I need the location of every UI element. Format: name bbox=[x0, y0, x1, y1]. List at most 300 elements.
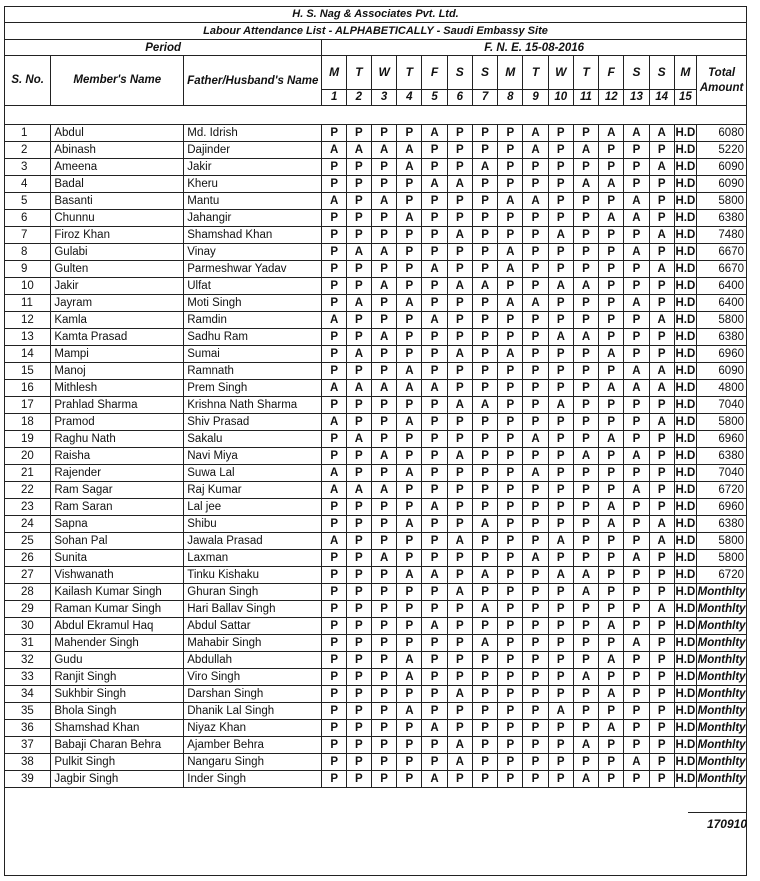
day-letter-7: S bbox=[472, 56, 498, 90]
attendance-mark: P bbox=[649, 142, 674, 159]
attendance-mark: P bbox=[624, 329, 650, 346]
attendance-mark: P bbox=[523, 686, 549, 703]
attendance-mark: P bbox=[447, 499, 472, 516]
father-name: Jakir bbox=[184, 159, 322, 176]
attendance-mark: A bbox=[397, 516, 422, 533]
amount-cell: 6720 bbox=[697, 567, 747, 584]
attendance-mark: P bbox=[624, 499, 650, 516]
attendance-mark: A bbox=[397, 295, 422, 312]
attendance-mark: P bbox=[447, 312, 472, 329]
attendance-mark: P bbox=[649, 686, 674, 703]
attendance-mark: A bbox=[548, 567, 573, 584]
member-name: Babaji Charan Behra bbox=[51, 737, 184, 754]
attendance-mark: A bbox=[347, 244, 372, 261]
attendance-mark: P bbox=[371, 210, 397, 227]
attendance-mark: P bbox=[397, 720, 422, 737]
day15-mark: H.D bbox=[674, 278, 697, 295]
attendance-mark: P bbox=[347, 499, 372, 516]
attendance-mark: A bbox=[573, 176, 599, 193]
row-sno: 1 bbox=[5, 125, 51, 142]
attendance-mark: P bbox=[422, 397, 448, 414]
attendance-mark: P bbox=[599, 737, 624, 754]
attendance-mark: A bbox=[624, 635, 650, 652]
member-name: Pramod bbox=[51, 414, 184, 431]
attendance-mark: P bbox=[624, 312, 650, 329]
attendance-mark: P bbox=[397, 618, 422, 635]
attendance-mark: A bbox=[599, 652, 624, 669]
attendance-mark: P bbox=[371, 261, 397, 278]
attendance-mark: P bbox=[573, 601, 599, 618]
day-letter-1: M bbox=[322, 56, 347, 90]
attendance-mark: P bbox=[523, 618, 549, 635]
father-name: Shiv Prasad bbox=[184, 414, 322, 431]
day15-mark: H.D bbox=[674, 159, 697, 176]
attendance-mark: P bbox=[599, 550, 624, 567]
attendance-mark: P bbox=[422, 278, 448, 295]
attendance-mark: P bbox=[498, 227, 523, 244]
attendance-mark: P bbox=[422, 669, 448, 686]
attendance-mark: P bbox=[322, 550, 347, 567]
attendance-mark: A bbox=[624, 550, 650, 567]
attendance-mark: P bbox=[447, 567, 472, 584]
attendance-mark: P bbox=[347, 278, 372, 295]
attendance-mark: P bbox=[498, 567, 523, 584]
attendance-mark: P bbox=[322, 601, 347, 618]
attendance-mark: P bbox=[472, 499, 498, 516]
table-row bbox=[5, 499, 747, 516]
day15-mark: H.D bbox=[674, 618, 697, 635]
member-name: Badal bbox=[51, 176, 184, 193]
table-row bbox=[5, 278, 747, 295]
member-name: Ranjit Singh bbox=[51, 669, 184, 686]
attendance-mark: P bbox=[599, 669, 624, 686]
amount-cell: 6960 bbox=[697, 431, 747, 448]
attendance-mark: P bbox=[573, 550, 599, 567]
attendance-mark: A bbox=[422, 176, 448, 193]
attendance-mark: A bbox=[649, 533, 674, 550]
attendance-mark: P bbox=[472, 380, 498, 397]
attendance-mark: P bbox=[573, 482, 599, 499]
row-sno: 27 bbox=[5, 567, 51, 584]
attendance-mark: P bbox=[397, 448, 422, 465]
attendance-mark: P bbox=[498, 125, 523, 142]
attendance-mark: P bbox=[397, 754, 422, 771]
attendance-mark: P bbox=[498, 465, 523, 482]
attendance-mark: P bbox=[498, 550, 523, 567]
father-name: Dajinder bbox=[184, 142, 322, 159]
attendance-mark: A bbox=[548, 703, 573, 720]
attendance-mark: P bbox=[548, 465, 573, 482]
attendance-mark: A bbox=[599, 210, 624, 227]
attendance-mark: A bbox=[447, 346, 472, 363]
attendance-mark: P bbox=[548, 193, 573, 210]
member-name: Raisha bbox=[51, 448, 184, 465]
attendance-mark: P bbox=[649, 397, 674, 414]
row-sno: 33 bbox=[5, 669, 51, 686]
day15-mark: H.D bbox=[674, 142, 697, 159]
day-letter-9: T bbox=[523, 56, 549, 90]
day15-mark: H.D bbox=[674, 448, 697, 465]
day-number-8: 8 bbox=[498, 90, 523, 106]
father-name: Suwa Lal bbox=[184, 465, 322, 482]
attendance-mark: A bbox=[422, 380, 448, 397]
day15-mark: H.D bbox=[674, 261, 697, 278]
father-name: Shamshad Khan bbox=[184, 227, 322, 244]
attendance-mark: P bbox=[649, 754, 674, 771]
attendance-mark: P bbox=[422, 686, 448, 703]
attendance-mark: P bbox=[472, 533, 498, 550]
attendance-mark: A bbox=[649, 380, 674, 397]
day15-mark: H.D bbox=[674, 176, 697, 193]
attendance-mark: A bbox=[624, 448, 650, 465]
attendance-mark: P bbox=[371, 533, 397, 550]
attendance-mark: P bbox=[498, 142, 523, 159]
amount-cell: 6960 bbox=[697, 499, 747, 516]
attendance-mark: P bbox=[347, 686, 372, 703]
table-row bbox=[5, 601, 747, 618]
attendance-mark: A bbox=[624, 754, 650, 771]
row-sno: 15 bbox=[5, 363, 51, 380]
table-row bbox=[5, 329, 747, 346]
attendance-mark: P bbox=[472, 329, 498, 346]
attendance-mark: A bbox=[599, 176, 624, 193]
attendance-mark: P bbox=[573, 295, 599, 312]
table-row bbox=[5, 363, 747, 380]
attendance-mark: P bbox=[548, 720, 573, 737]
attendance-mark: P bbox=[322, 431, 347, 448]
attendance-mark: P bbox=[523, 516, 549, 533]
fne-date: F. N. E. 15-08-2016 bbox=[322, 40, 747, 56]
attendance-mark: P bbox=[523, 346, 549, 363]
day-letter-15: M bbox=[674, 56, 697, 90]
attendance-mark: A bbox=[472, 635, 498, 652]
attendance-mark: A bbox=[422, 567, 448, 584]
amount-cell: 6090 bbox=[697, 176, 747, 193]
day15-mark: H.D bbox=[674, 312, 697, 329]
amount-cell: Monthlty bbox=[697, 669, 747, 686]
attendance-mark: P bbox=[397, 227, 422, 244]
attendance-mark: P bbox=[649, 703, 674, 720]
attendance-mark: P bbox=[548, 686, 573, 703]
attendance-mark: P bbox=[422, 414, 448, 431]
attendance-mark: P bbox=[649, 295, 674, 312]
member-name: Firoz Khan bbox=[51, 227, 184, 244]
attendance-mark: P bbox=[573, 754, 599, 771]
attendance-mark: P bbox=[573, 635, 599, 652]
attendance-mark: P bbox=[322, 737, 347, 754]
attendance-mark: A bbox=[649, 414, 674, 431]
day15-mark: H.D bbox=[674, 635, 697, 652]
attendance-mark: A bbox=[599, 516, 624, 533]
attendance-mark: P bbox=[472, 448, 498, 465]
attendance-mark: A bbox=[548, 397, 573, 414]
attendance-mark: P bbox=[371, 125, 397, 142]
attendance-mark: P bbox=[624, 159, 650, 176]
attendance-mark: P bbox=[472, 720, 498, 737]
table-row bbox=[5, 771, 747, 788]
day15-mark: H.D bbox=[674, 414, 697, 431]
table-row bbox=[5, 720, 747, 737]
day-letter-10: W bbox=[548, 56, 573, 90]
row-sno: 39 bbox=[5, 771, 51, 788]
attendance-mark: P bbox=[472, 125, 498, 142]
attendance-mark: P bbox=[322, 329, 347, 346]
member-name: Abinash bbox=[51, 142, 184, 159]
attendance-mark: P bbox=[322, 754, 347, 771]
attendance-mark: A bbox=[523, 142, 549, 159]
table-row bbox=[5, 448, 747, 465]
attendance-mark: P bbox=[548, 516, 573, 533]
day15-mark: H.D bbox=[674, 737, 697, 754]
attendance-mark: P bbox=[548, 499, 573, 516]
table-row bbox=[5, 346, 747, 363]
attendance-mark: A bbox=[624, 193, 650, 210]
attendance-mark: A bbox=[347, 346, 372, 363]
attendance-mark: A bbox=[599, 346, 624, 363]
attendance-mark: P bbox=[472, 210, 498, 227]
day-number-15: 15 bbox=[674, 90, 697, 106]
attendance-mark: P bbox=[548, 771, 573, 788]
row-sno: 28 bbox=[5, 584, 51, 601]
attendance-mark: P bbox=[548, 737, 573, 754]
attendance-mark: P bbox=[548, 176, 573, 193]
attendance-mark: P bbox=[472, 346, 498, 363]
attendance-mark: P bbox=[472, 244, 498, 261]
attendance-mark: P bbox=[649, 346, 674, 363]
table-row bbox=[5, 380, 747, 397]
attendance-mark: P bbox=[548, 244, 573, 261]
member-name: Pulkit Singh bbox=[51, 754, 184, 771]
table-row bbox=[5, 312, 747, 329]
row-sno: 26 bbox=[5, 550, 51, 567]
attendance-mark: P bbox=[548, 210, 573, 227]
attendance-mark: P bbox=[523, 635, 549, 652]
attendance-mark: A bbox=[624, 380, 650, 397]
day-number-12: 12 bbox=[599, 90, 624, 106]
attendance-mark: A bbox=[599, 499, 624, 516]
member-name: Mahender Singh bbox=[51, 635, 184, 652]
attendance-mark: A bbox=[397, 210, 422, 227]
attendance-mark: A bbox=[447, 227, 472, 244]
attendance-mark: P bbox=[371, 703, 397, 720]
attendance-mark: P bbox=[523, 159, 549, 176]
table-row bbox=[5, 635, 747, 652]
day15-mark: H.D bbox=[674, 516, 697, 533]
day15-mark: H.D bbox=[674, 210, 697, 227]
father-name: Sadhu Ram bbox=[184, 329, 322, 346]
attendance-mark: P bbox=[347, 193, 372, 210]
attendance-mark: P bbox=[523, 261, 549, 278]
day15-mark: H.D bbox=[674, 482, 697, 499]
father-name: Ulfat bbox=[184, 278, 322, 295]
attendance-mark: P bbox=[347, 533, 372, 550]
attendance-mark: P bbox=[322, 261, 347, 278]
attendance-mark: P bbox=[422, 346, 448, 363]
day-number-10: 10 bbox=[548, 90, 573, 106]
attendance-mark: P bbox=[624, 227, 650, 244]
attendance-mark: P bbox=[447, 414, 472, 431]
attendance-mark: P bbox=[523, 703, 549, 720]
attendance-mark: P bbox=[599, 414, 624, 431]
attendance-mark: P bbox=[472, 703, 498, 720]
attendance-mark: P bbox=[322, 703, 347, 720]
attendance-mark: P bbox=[371, 771, 397, 788]
attendance-mark: P bbox=[624, 516, 650, 533]
attendance-mark: A bbox=[649, 363, 674, 380]
attendance-mark: A bbox=[447, 533, 472, 550]
day15-mark: H.D bbox=[674, 431, 697, 448]
grand-total: 170910 bbox=[688, 812, 747, 831]
member-name: Chunnu bbox=[51, 210, 184, 227]
father-name: Mantu bbox=[184, 193, 322, 210]
attendance-mark: P bbox=[397, 244, 422, 261]
row-sno: 11 bbox=[5, 295, 51, 312]
attendance-mark: A bbox=[397, 669, 422, 686]
attendance-mark: P bbox=[472, 482, 498, 499]
attendance-mark: P bbox=[397, 686, 422, 703]
attendance-mark: A bbox=[397, 142, 422, 159]
attendance-mark: A bbox=[397, 414, 422, 431]
day-letter-2: T bbox=[347, 56, 372, 90]
attendance-mark: P bbox=[347, 703, 372, 720]
attendance-mark: P bbox=[447, 601, 472, 618]
attendance-mark: A bbox=[498, 193, 523, 210]
attendance-mark: P bbox=[548, 312, 573, 329]
amount-cell: Monthlty bbox=[697, 754, 747, 771]
row-sno: 38 bbox=[5, 754, 51, 771]
attendance-mark: P bbox=[599, 533, 624, 550]
attendance-mark: P bbox=[523, 720, 549, 737]
member-name: Kamla bbox=[51, 312, 184, 329]
attendance-mark: A bbox=[599, 380, 624, 397]
day-letter-3: W bbox=[371, 56, 397, 90]
amount-cell: Monthlty bbox=[697, 618, 747, 635]
attendance-mark: P bbox=[624, 720, 650, 737]
attendance-mark: P bbox=[447, 771, 472, 788]
attendance-mark: A bbox=[397, 567, 422, 584]
attendance-mark: A bbox=[548, 278, 573, 295]
day15-mark: H.D bbox=[674, 295, 697, 312]
table-row bbox=[5, 482, 747, 499]
father-name: Ghuran Singh bbox=[184, 584, 322, 601]
table-row bbox=[5, 465, 747, 482]
attendance-mark: P bbox=[347, 618, 372, 635]
attendance-mark: A bbox=[371, 278, 397, 295]
attendance-mark: P bbox=[498, 771, 523, 788]
member-name: Jakir bbox=[51, 278, 184, 295]
attendance-mark: P bbox=[422, 142, 448, 159]
attendance-mark: P bbox=[548, 261, 573, 278]
attendance-mark: P bbox=[347, 329, 372, 346]
attendance-mark: P bbox=[447, 465, 472, 482]
attendance-mark: P bbox=[523, 771, 549, 788]
attendance-mark: A bbox=[322, 142, 347, 159]
row-sno: 37 bbox=[5, 737, 51, 754]
attendance-mark: P bbox=[422, 295, 448, 312]
attendance-mark: P bbox=[371, 686, 397, 703]
attendance-mark: P bbox=[649, 771, 674, 788]
attendance-mark: P bbox=[472, 686, 498, 703]
row-sno: 12 bbox=[5, 312, 51, 329]
attendance-mark: P bbox=[472, 584, 498, 601]
attendance-mark: P bbox=[599, 193, 624, 210]
attendance-mark: P bbox=[397, 346, 422, 363]
attendance-mark: P bbox=[624, 261, 650, 278]
amount-cell: 5800 bbox=[697, 312, 747, 329]
father-name: Viro Singh bbox=[184, 669, 322, 686]
attendance-mark: P bbox=[523, 482, 549, 499]
attendance-mark: P bbox=[447, 516, 472, 533]
attendance-mark: P bbox=[347, 176, 372, 193]
attendance-mark: P bbox=[347, 125, 372, 142]
member-name: Ram Saran bbox=[51, 499, 184, 516]
attendance-mark: P bbox=[498, 431, 523, 448]
attendance-mark: P bbox=[624, 601, 650, 618]
attendance-mark: A bbox=[447, 278, 472, 295]
attendance-mark: P bbox=[599, 278, 624, 295]
attendance-mark: P bbox=[523, 652, 549, 669]
attendance-mark: P bbox=[472, 295, 498, 312]
attendance-mark: A bbox=[649, 516, 674, 533]
attendance-mark: P bbox=[523, 312, 549, 329]
attendance-mark: P bbox=[599, 448, 624, 465]
day15-mark: H.D bbox=[674, 669, 697, 686]
attendance-mark: P bbox=[498, 482, 523, 499]
attendance-mark: P bbox=[548, 363, 573, 380]
attendance-mark: P bbox=[624, 431, 650, 448]
attendance-mark: P bbox=[649, 431, 674, 448]
attendance-mark: A bbox=[322, 482, 347, 499]
attendance-mark: P bbox=[447, 210, 472, 227]
attendance-mark: P bbox=[649, 720, 674, 737]
row-sno: 20 bbox=[5, 448, 51, 465]
table-row bbox=[5, 227, 747, 244]
attendance-mark: A bbox=[322, 533, 347, 550]
attendance-mark: P bbox=[422, 363, 448, 380]
attendance-mark: P bbox=[422, 193, 448, 210]
attendance-mark: A bbox=[498, 295, 523, 312]
attendance-mark: P bbox=[347, 465, 372, 482]
attendance-mark: P bbox=[422, 448, 448, 465]
table-row bbox=[5, 125, 747, 142]
attendance-mark: P bbox=[649, 635, 674, 652]
attendance-mark: P bbox=[498, 499, 523, 516]
attendance-mark: P bbox=[447, 295, 472, 312]
attendance-mark: P bbox=[573, 414, 599, 431]
attendance-mark: P bbox=[397, 329, 422, 346]
member-name: Jagbir Singh bbox=[51, 771, 184, 788]
list-title: Labour Attendance List - ALPHABETICALLY - Saudi Embassy Site bbox=[4, 22, 747, 39]
attendance-mark: P bbox=[322, 363, 347, 380]
member-name: Raman Kumar Singh bbox=[51, 601, 184, 618]
father-name: Md. Idrish bbox=[184, 125, 322, 142]
row-sno: 30 bbox=[5, 618, 51, 635]
attendance-mark: P bbox=[472, 550, 498, 567]
table-row bbox=[5, 159, 747, 176]
day15-mark: H.D bbox=[674, 601, 697, 618]
day-number-4: 4 bbox=[397, 90, 422, 106]
attendance-mark: A bbox=[573, 771, 599, 788]
attendance-mark: A bbox=[599, 720, 624, 737]
attendance-mark: P bbox=[347, 312, 372, 329]
table-row bbox=[5, 516, 747, 533]
amount-cell: 4800 bbox=[697, 380, 747, 397]
table-row bbox=[5, 669, 747, 686]
attendance-mark: P bbox=[371, 176, 397, 193]
amount-cell: 6090 bbox=[697, 159, 747, 176]
attendance-mark: P bbox=[573, 312, 599, 329]
attendance-mark: P bbox=[347, 601, 372, 618]
